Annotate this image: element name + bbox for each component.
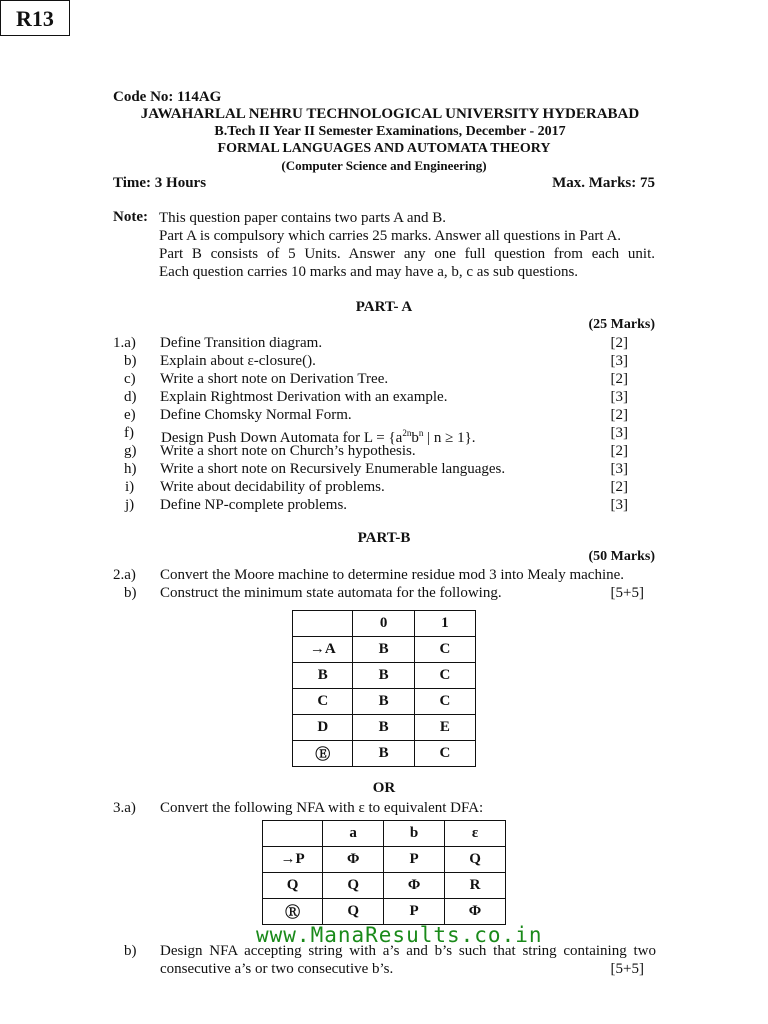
note-line: Part B consists of 5 Units. Answer any one full question from each unit. [159, 246, 655, 262]
question-marks: [5+5] [610, 585, 644, 601]
table-cell: B [353, 715, 414, 741]
question-text: Design NFA accepting string with a’s and b’s such that string containing two [160, 943, 656, 959]
table-cell: ε [445, 821, 506, 847]
transition-table-dfa [292, 610, 476, 767]
question-text: Define Chomsky Normal Form. [160, 407, 352, 423]
regulation-box: R13 [0, 0, 70, 36]
watermark-url: www.ManaResults.co.in [256, 923, 543, 947]
question-marks: [3] [610, 497, 628, 513]
question-marks: [3] [610, 425, 628, 441]
question-text: Write a short note on Church’s hypothesis. [160, 443, 416, 459]
table-cell: →A [293, 637, 353, 663]
question-text: Convert the following NFA with ε to equivalent DFA: [160, 800, 484, 816]
part-b-marks: (50 Marks) [588, 549, 655, 564]
question-text: Write a short note on Recursively Enumerable languages. [160, 461, 506, 477]
part-a-title: PART- A [355, 299, 413, 315]
subject-title: FORMAL LANGUAGES AND AUTOMATA THEORY [217, 141, 551, 156]
question-marks: [2] [610, 479, 628, 495]
question-number: d) [124, 389, 137, 405]
table-cell: Q [323, 899, 384, 925]
max-marks: Max. Marks: 75 [552, 175, 655, 191]
question-number: i) [125, 479, 135, 495]
question-number: h) [124, 461, 137, 477]
table-cell: C [414, 689, 475, 715]
superscript: n [418, 428, 424, 438]
table-cell: Q [263, 873, 323, 899]
question-number: f) [124, 425, 134, 441]
table-cell: 0 [353, 611, 414, 637]
table-cell: P [384, 899, 445, 925]
transition-table-nfa [262, 820, 506, 925]
table-cell: B [353, 663, 414, 689]
question-marks: [3] [610, 353, 628, 369]
table-cell: C [293, 689, 353, 715]
question-text: Define NP-complete problems. [160, 497, 348, 513]
table-cell: b [384, 821, 445, 847]
part-a-questions [0, 335, 768, 515]
question-text: Convert the Moore machine to determine residue mod 3 into Mealy machine. [160, 567, 625, 583]
question-number: 3.a) [113, 800, 136, 816]
question-marks: [5+5] [610, 961, 644, 977]
question-marks: [2] [610, 335, 628, 351]
table-cell: C [414, 663, 475, 689]
table-row [293, 663, 476, 689]
university-name: JAWAHARLAL NEHRU TECHNOLOGICAL UNIVERSITY HYDERABAD [140, 106, 640, 122]
note-line: Part A is compulsory which carries 25 marks. Answer all questions in Part A. [159, 228, 622, 244]
final-state-cell: Ⓔ [293, 741, 353, 767]
table-row [293, 741, 476, 767]
question-number: g) [124, 443, 137, 459]
final-state-cell: Ⓡ [263, 899, 323, 925]
table-cell: B [293, 663, 353, 689]
table-row [263, 847, 506, 873]
superscript: 2n [402, 428, 412, 438]
table-cell: R [445, 873, 506, 899]
question-marks: [3] [610, 389, 628, 405]
question-number: b) [124, 585, 137, 601]
table-cell: →P [263, 847, 323, 873]
question-marks: [2] [610, 443, 628, 459]
table-cell [293, 611, 353, 637]
table-cell: D [293, 715, 353, 741]
table-cell: Φ [384, 873, 445, 899]
question-number: 2.a) [113, 567, 136, 583]
branch-title: (Computer Science and Engineering) [281, 158, 487, 173]
question-marks: [3] [610, 461, 628, 477]
question-marks: [2] [610, 371, 628, 387]
question-text: Explain Rightmost Derivation with an example. [160, 389, 448, 405]
question-text: Write about decidability of problems. [160, 479, 385, 495]
question-text: consecutive a’s or two consecutive b’s. [160, 961, 394, 977]
table-cell: B [353, 741, 414, 767]
table-header-row [263, 821, 506, 847]
part-b-title: PART-B [357, 530, 411, 546]
question-number: b) [124, 353, 137, 369]
table-cell: Φ [323, 847, 384, 873]
table-cell: C [414, 637, 475, 663]
table-row [293, 689, 476, 715]
or-separator: OR [372, 780, 396, 796]
exam-time: Time: 3 Hours [113, 175, 207, 191]
question-text: Construct the minimum state automata for the following. [160, 585, 502, 601]
question-marks: [2] [610, 407, 628, 423]
table-cell: P [384, 847, 445, 873]
note-line: Each question carries 10 marks and may have a, b, c as sub questions. [159, 264, 579, 280]
table-cell: C [414, 741, 475, 767]
question-number: j) [125, 497, 135, 513]
question-number: b) [124, 943, 137, 959]
table-header-row [293, 611, 476, 637]
part-a-marks: (25 Marks) [588, 317, 655, 332]
code-number: Code No: 114AG [113, 89, 222, 105]
question-text-part: b [411, 430, 419, 446]
table-row [293, 637, 476, 663]
question-text: Write a short note on Derivation Tree. [160, 371, 389, 387]
question-text-part: Design Push Down Automata for L = {a [161, 430, 403, 446]
table-row [263, 873, 506, 899]
table-cell: Q [445, 847, 506, 873]
question-number: e) [124, 407, 136, 423]
table-cell: 1 [414, 611, 475, 637]
question-text: Explain about ε-closure(). [160, 353, 316, 369]
table-cell: Q [323, 873, 384, 899]
note-body [159, 209, 655, 281]
note-label: Note: [113, 209, 148, 225]
question-number: 1.a) [113, 335, 136, 351]
table-cell: B [353, 637, 414, 663]
table-cell: E [414, 715, 475, 741]
table-cell: B [353, 689, 414, 715]
table-cell [263, 821, 323, 847]
question-text-part: | n ≥ 1}. [423, 430, 476, 446]
note-line: This question paper contains two parts A and B. [159, 210, 447, 226]
table-row [293, 715, 476, 741]
question-number: c) [124, 371, 136, 387]
table-row [263, 899, 506, 925]
table-cell: a [323, 821, 384, 847]
exam-title: B.Tech II Year II Semester Examinations, December - 2017 [214, 124, 566, 139]
table-cell: Φ [445, 899, 506, 925]
question-text: Define Transition diagram. [160, 335, 323, 351]
